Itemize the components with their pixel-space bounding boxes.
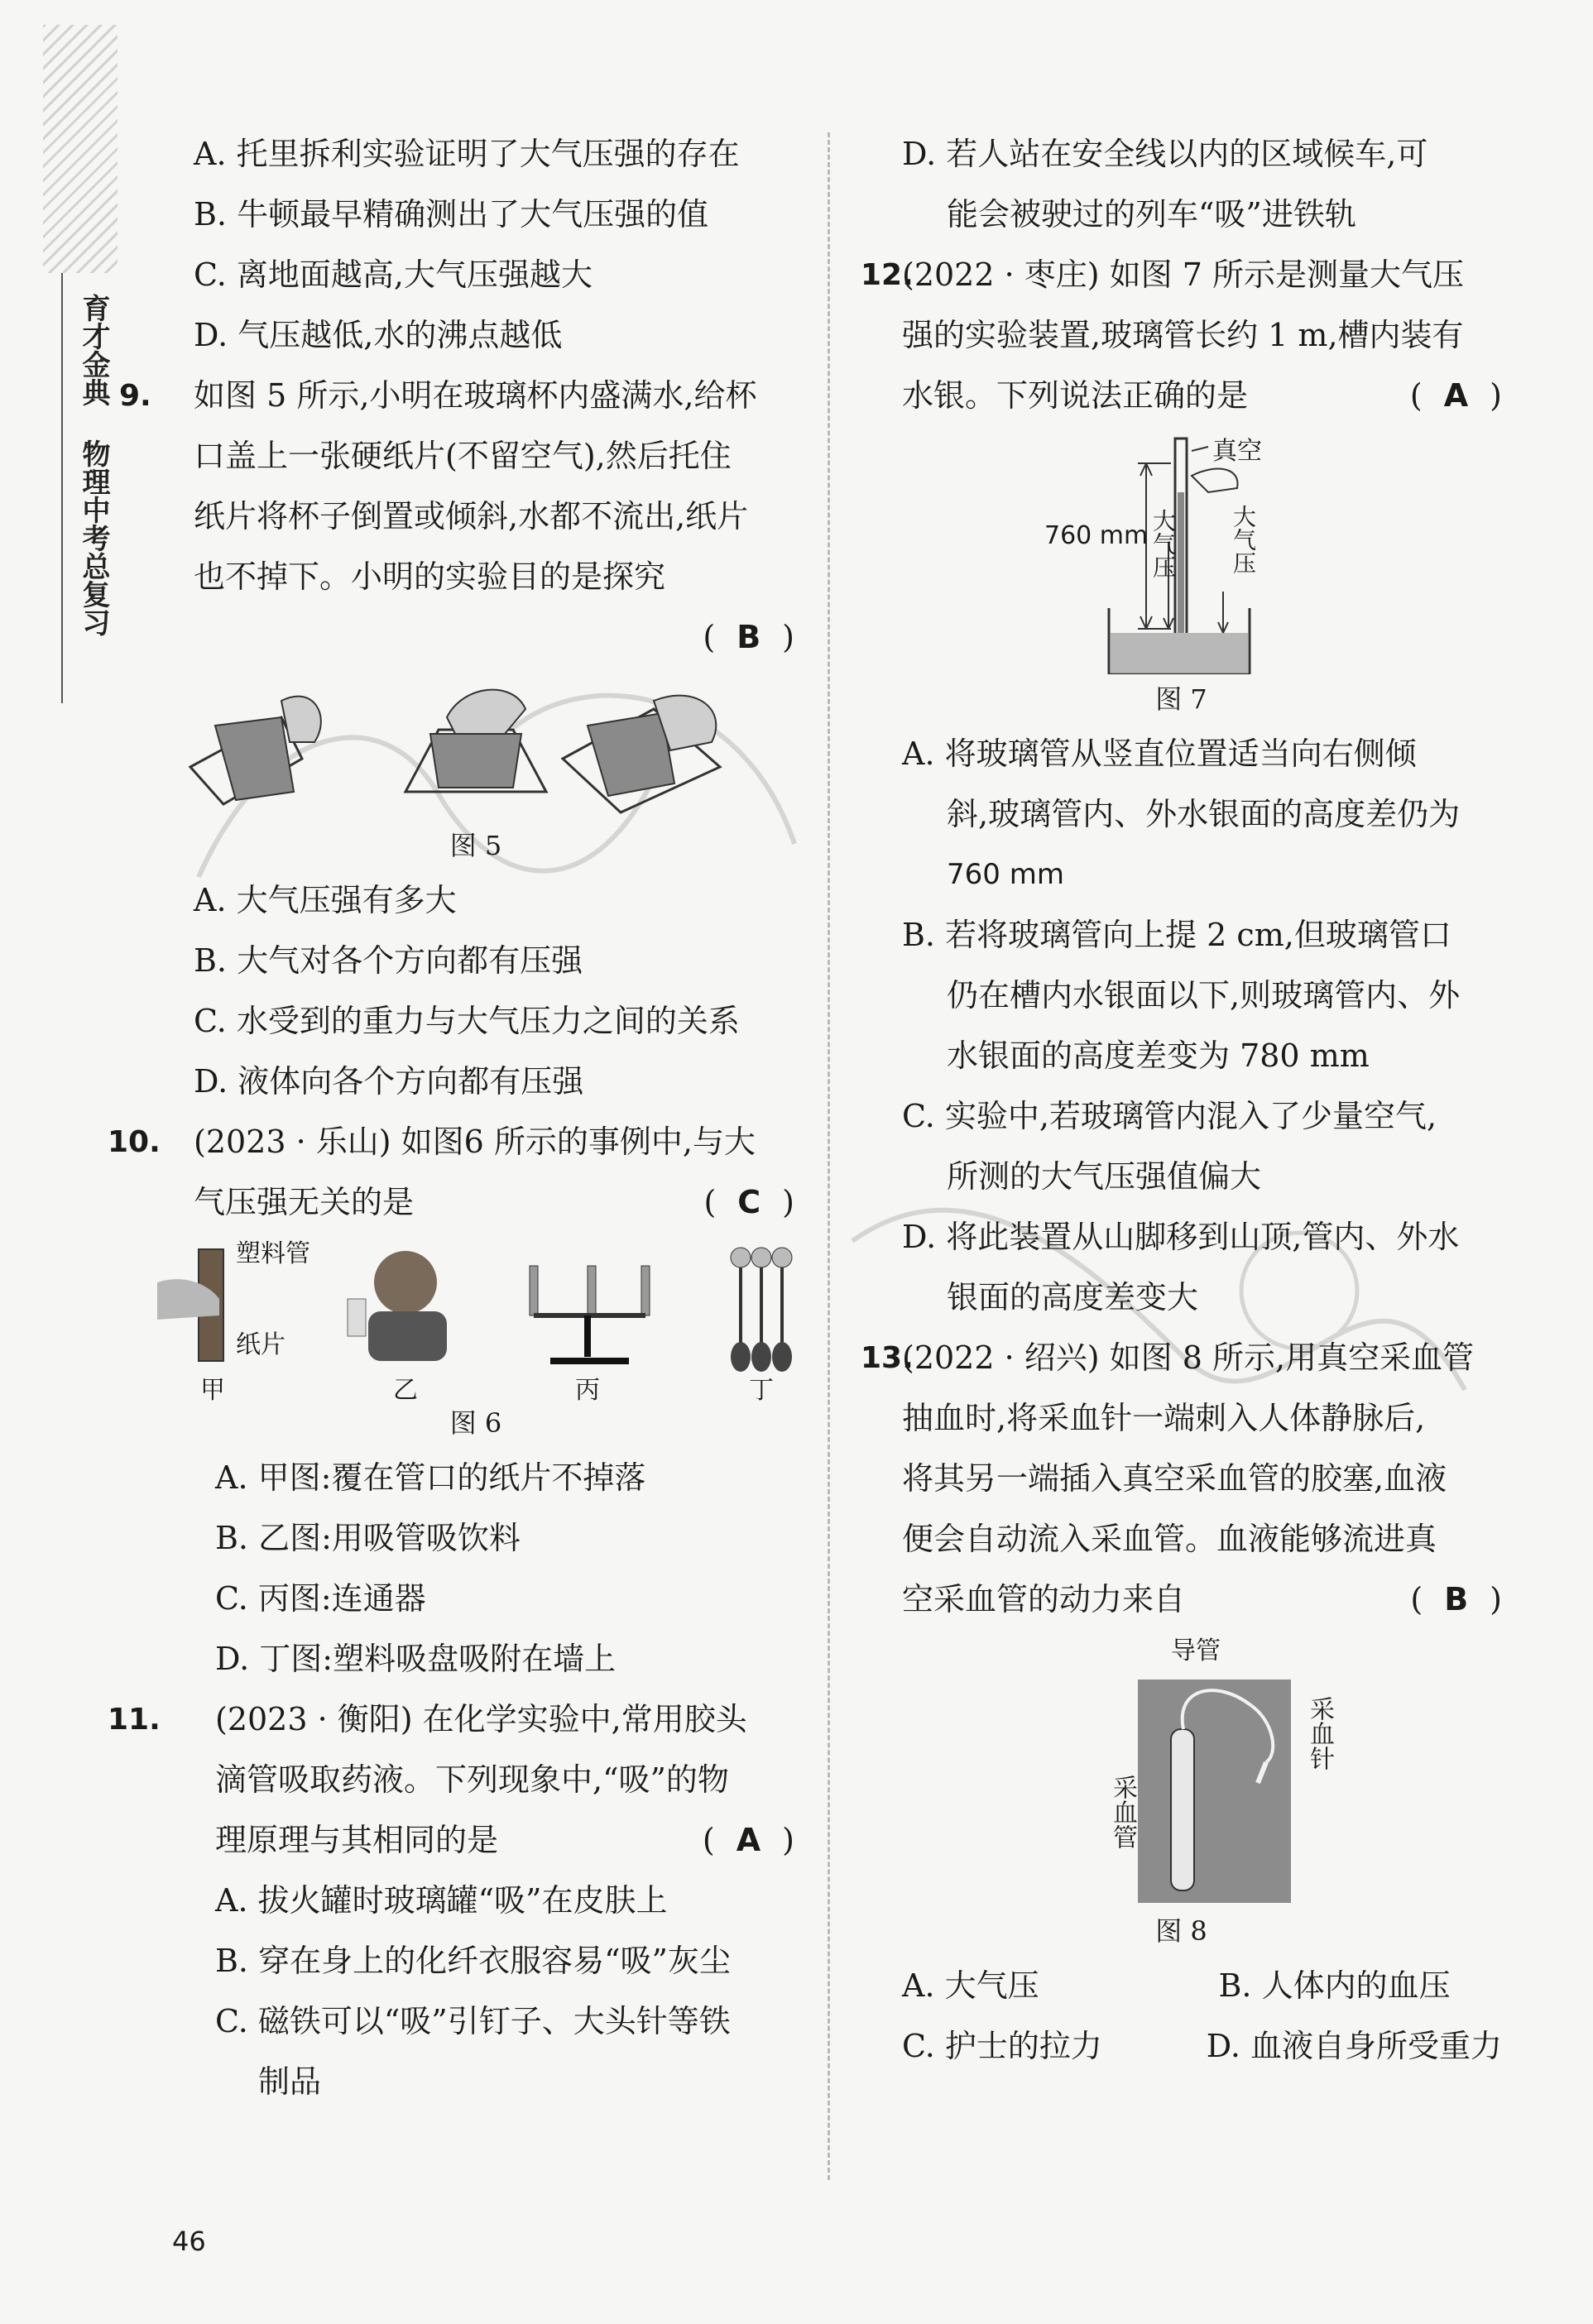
question-number: 10. [108, 1125, 161, 1159]
option-11c: C. 磁铁可以“吸”引钉子、大头针等铁 [215, 2003, 731, 2039]
option-line: 斜,玻璃管内、外水银面的高度差仍为 [947, 796, 1461, 832]
label-needle: 采血针 [1305, 1696, 1334, 1771]
question-text-line: 如图 5 所示,小明在玻璃杯内盛满水,给杯 [194, 377, 757, 414]
option-10b: B. 乙图:用吸管吸饮料 [215, 1520, 521, 1556]
sidebar-title [73, 294, 114, 636]
sidebar-subject: 物理中考总复习 [77, 439, 110, 636]
option-line: 仍在槽内水银面以下,则玻璃管内、外 [947, 977, 1461, 1013]
option-11d-continued: 能会被驶过的列车“吸”进铁轨 [947, 196, 1356, 232]
label-760mm: 760 mm [1044, 521, 1149, 550]
option-13d: D. 血液自身所受重力 [1206, 2028, 1502, 2064]
option-line: 所测的大气压强值偏大 [947, 1158, 1262, 1195]
trough-mercury [1111, 633, 1248, 673]
figure-6-illustration [157, 1233, 794, 1405]
option-line: 银面的高度差变大 [947, 1279, 1199, 1315]
option-8c: C. 离地面越高,大气压强越大 [194, 256, 593, 293]
cup-tilted-left [190, 697, 321, 804]
question-text-line: 理原理与其相同的是 [215, 1822, 499, 1858]
label-guide-tube: 导管 [1171, 1636, 1221, 1665]
question-11 [108, 1689, 794, 2112]
question-12 [861, 245, 1502, 1328]
question-text-line: 便会自动流入采血管。血液能够流进真 [902, 1521, 1437, 1557]
question-9 [119, 366, 794, 1112]
corner-hatch-decoration [43, 25, 118, 273]
question-number: 12. [861, 258, 914, 292]
option-10a: A. 甲图:覆在管口的纸片不掉落 [215, 1459, 646, 1496]
option-13b: B. 人体内的血压 [1218, 1967, 1451, 2004]
question-number: 13. [861, 1341, 914, 1375]
mercury-column [1178, 492, 1184, 645]
page-number: 46 [172, 2226, 206, 2257]
option-8b: B. 牛顿最早精确测出了大气压强的值 [194, 196, 709, 232]
left-column [108, 124, 794, 2112]
question-text-line: (2023 · 衡阳) 在化学实验中,常用胶头 [215, 1701, 747, 1737]
option-12c [861, 1086, 1502, 1207]
answer-bracket: ( B ) [1410, 1569, 1502, 1630]
question-8-options [157, 124, 794, 366]
figure-7-illustration [861, 426, 1502, 674]
label-vacuum: 真空 [1212, 437, 1262, 466]
label-ding: 丁 [749, 1376, 774, 1405]
sidebar-book-name: 育才金典 [77, 294, 110, 406]
question-text-line: 也不掉下。小明的实验目的是探究 [194, 558, 666, 595]
label-atm-right: 大气压 [1230, 505, 1257, 574]
figure-8-illustration [861, 1630, 1502, 1903]
right-column [861, 124, 1502, 2077]
hand-outline [1192, 469, 1238, 492]
option-line: C. 实验中,若玻璃管内混入了少量空气, [902, 1098, 1437, 1134]
figure-5-illustration [157, 668, 794, 821]
figure-6-caption: 图 6 [449, 1407, 502, 1439]
options-13-row-1 [861, 1956, 1502, 2016]
sidebar-rule [61, 273, 63, 703]
blood-tube-shape [1171, 1729, 1194, 1890]
question-text-line: 气压强无关的是 [194, 1184, 415, 1220]
answer-letter: B [1444, 1581, 1469, 1617]
option-13c: C. 护士的拉力 [902, 2028, 1102, 2064]
question-10 [108, 1112, 794, 1689]
question-number: 9. [119, 379, 151, 413]
cup-inverted [405, 690, 546, 792]
question-text-line: 滴管吸取药液。下列现象中,“吸”的物 [215, 1761, 729, 1798]
label-atm-left: 大气压 [1149, 509, 1177, 578]
label-plastic-tube: 塑料管 [236, 1239, 310, 1268]
pressure-arrow-right [1218, 592, 1228, 633]
option-line: A. 将玻璃管从竖直位置适当向右侧倾 [902, 736, 1417, 772]
answer-bracket: ( C ) [703, 1172, 794, 1233]
answer-bracket: ( A ) [1410, 366, 1502, 426]
question-text-line: 抽血时,将采血针一端刺入人体静脉后, [902, 1400, 1426, 1436]
option-12b [861, 905, 1502, 1086]
question-13 [861, 1328, 1502, 2077]
option-10d: D. 丁图:塑料吸盘吸附在墙上 [215, 1641, 617, 1677]
option-9d: D. 液体向各个方向都有压强 [194, 1063, 584, 1100]
question-text-line: 纸片将杯子倒置或倾斜,水都不流出,纸片 [194, 498, 749, 534]
option-line: 760 mm [947, 858, 1064, 891]
option-8d: D. 气压越低,水的沸点越低 [194, 317, 563, 353]
option-9a: A. 大气压强有多大 [194, 882, 457, 918]
option-11b: B. 穿在身上的化纤衣服容易“吸”灰尘 [215, 1943, 731, 1979]
option-13a: A. 大气压 [902, 1967, 1039, 2004]
connected-vessels-shape [530, 1266, 650, 1361]
answer-bracket: ( B ) [157, 607, 794, 668]
photo-background [1138, 1680, 1291, 1903]
label-yi: 乙 [393, 1376, 418, 1405]
label-paper: 纸片 [236, 1330, 285, 1359]
question-number: 11. [108, 1703, 161, 1737]
drink-cup [348, 1299, 366, 1336]
answer-letter: C [737, 1184, 761, 1220]
option-line: D. 将此装置从山脚移到山顶,管内、外水 [902, 1219, 1460, 1255]
question-text-line: (2022 · 枣庄) 如图 7 所示是测量大气压 [902, 256, 1465, 293]
option-11c-continued: 制品 [258, 2063, 322, 2100]
boy-body [368, 1311, 447, 1361]
option-12a [861, 724, 1502, 905]
label-blood-tube: 采血管 [1108, 1775, 1137, 1849]
option-11a: A. 拔火罐时玻璃罐“吸”在皮肤上 [215, 1882, 668, 1919]
question-text-line: 空采血管的动力来自 [902, 1581, 1186, 1617]
figure-8-caption: 图 8 [1155, 1915, 1207, 1947]
option-9b: B. 大气对各个方向都有压强 [194, 942, 583, 979]
boy-head [374, 1251, 437, 1314]
label-jia: 甲 [200, 1376, 225, 1405]
question-text-line: 将其另一端插入真空采血管的胶塞,血液 [902, 1460, 1447, 1497]
question-11-option-d [902, 124, 1502, 245]
answer-letter: B [737, 619, 761, 655]
options-13-row-2 [861, 2016, 1502, 2077]
question-text-line: (2023 · 乐山) 如图6 所示的事例中,与大 [194, 1124, 756, 1160]
figure-7-caption: 图 7 [1155, 683, 1207, 715]
question-text-line: 强的实验装置,玻璃管长约 1 m,槽内装有 [902, 317, 1464, 353]
question-text-line: 水银。下列说法正确的是 [902, 377, 1249, 414]
label-bing: 丙 [575, 1376, 600, 1405]
question-text-line: (2022 · 绍兴) 如图 8 所示,用真空采血管 [902, 1339, 1475, 1376]
option-8a: A. 托里拆利实验证明了大气压强的存在 [194, 136, 740, 172]
answer-letter: A [1443, 377, 1469, 414]
answer-letter: A [736, 1822, 761, 1858]
option-line: 水银面的高度差变为 780 mm [947, 1037, 1370, 1074]
option-line: B. 若将玻璃管向上提 2 cm,但玻璃管口 [902, 917, 1451, 953]
answer-bracket: ( A ) [703, 1810, 794, 1871]
suction-hooks-shape [731, 1248, 792, 1372]
column-divider [828, 132, 830, 2180]
question-text-line: 口盖上一张硬纸片(不留空气),然后托住 [194, 438, 732, 474]
option-9c: C. 水受到的重力与大气压力之间的关系 [194, 1003, 740, 1039]
option-12d [861, 1207, 1502, 1328]
option-10c: C. 丙图:连通器 [215, 1580, 426, 1617]
figure-5-caption: 图 5 [449, 830, 502, 861]
cup-tilted-right [563, 696, 720, 812]
option-11d: D. 若人站在安全线以内的区域候车,可 [902, 136, 1428, 172]
